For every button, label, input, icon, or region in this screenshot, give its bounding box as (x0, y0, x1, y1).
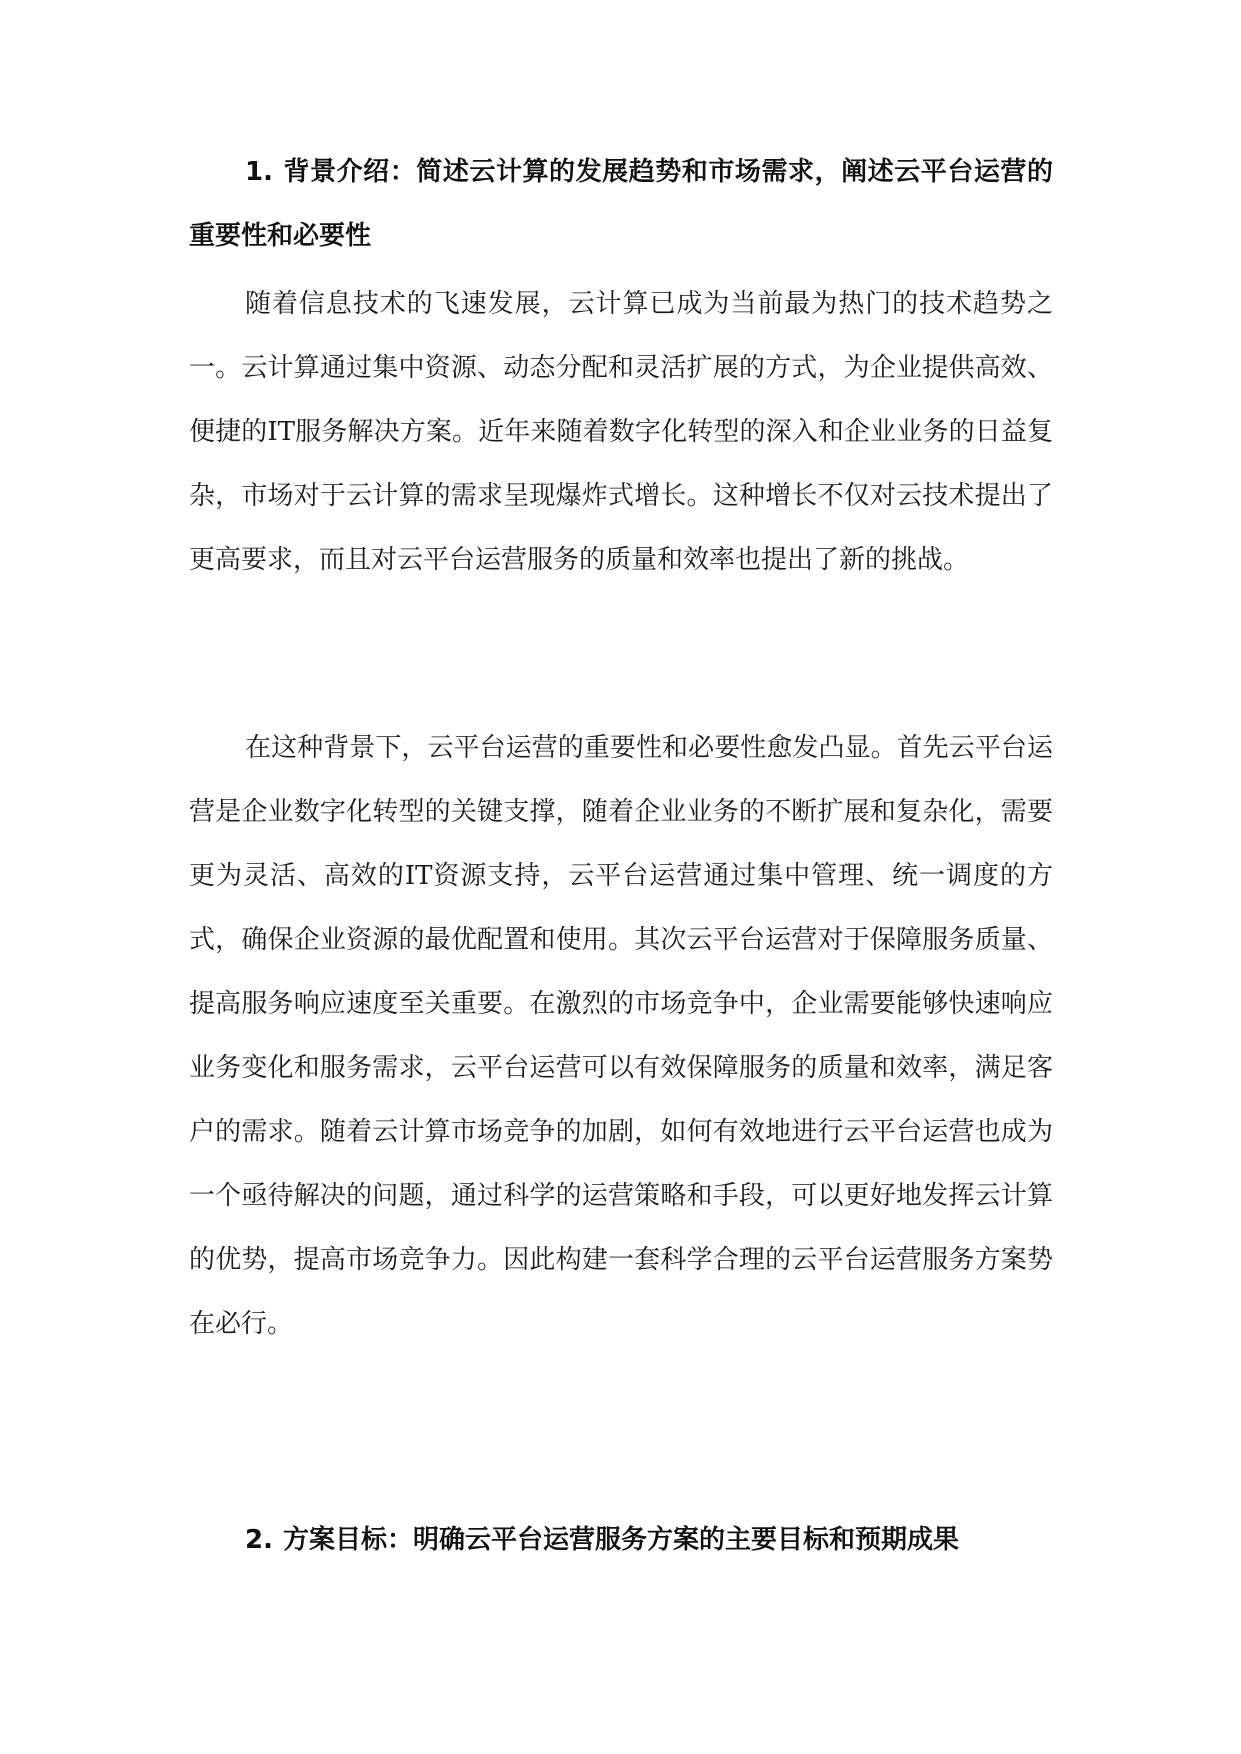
section-1-title: 背景介绍：简述云计算的发展趋势和市场需求，阐述云平台运营的重要性和必要性 (189, 157, 1053, 251)
section-1-number: 1. (245, 157, 273, 187)
section-2-title: 方案目标：明确云平台运营服务方案的主要目标和预期成果 (282, 1525, 959, 1555)
section-2-heading (189, 1508, 1053, 1572)
paragraph-importance: 在这种背景下，云平台运营的重要性和必要性愈发凸显。首先云平台运营是企业数字化转型的关键支撑，随着企业业务的不断扩展和复杂化，需要更为灵活、高效的IT资源支持，云平台运营通过集中管理、统一调度的方式，确保企业资源的最优配置和使用。其次云平台运营对于保障服务质量、提高服务响应速度至关重要。在激烈的市场竞争中，企业需要能够快速响应业务变化和服务需求，云平台运营可以有效保障服务的质量和效率，满足客户的需求。随着云计算市场竞争的加剧，如何有效地进行云平台运营也成为一个亟待解决的问题，通过科学的运营策略和手段，可以更好地发挥云计算的优势，提高市场竞争力。因此构建一套科学合理的云平台运营服务方案势在必行。 (189, 733, 1053, 1339)
section-1-heading (189, 140, 1053, 268)
section-2-number: 2. (245, 1525, 273, 1555)
paragraph-background: 随着信息技术的飞速发展，云计算已成为当前最为热门的技术趋势之一。云计算通过集中资源、动态分配和灵活扩展的方式，为企业提供高效、便捷的IT服务解决方案。近年来随着数字化转型的深入和企业业务的日益复杂，市场对于云计算的需求呈现爆炸式增长。这种增长不仅对云技术提出了更高要求，而且对云平台运营服务的质量和效率也提出了新的挑战。 (189, 289, 1053, 575)
